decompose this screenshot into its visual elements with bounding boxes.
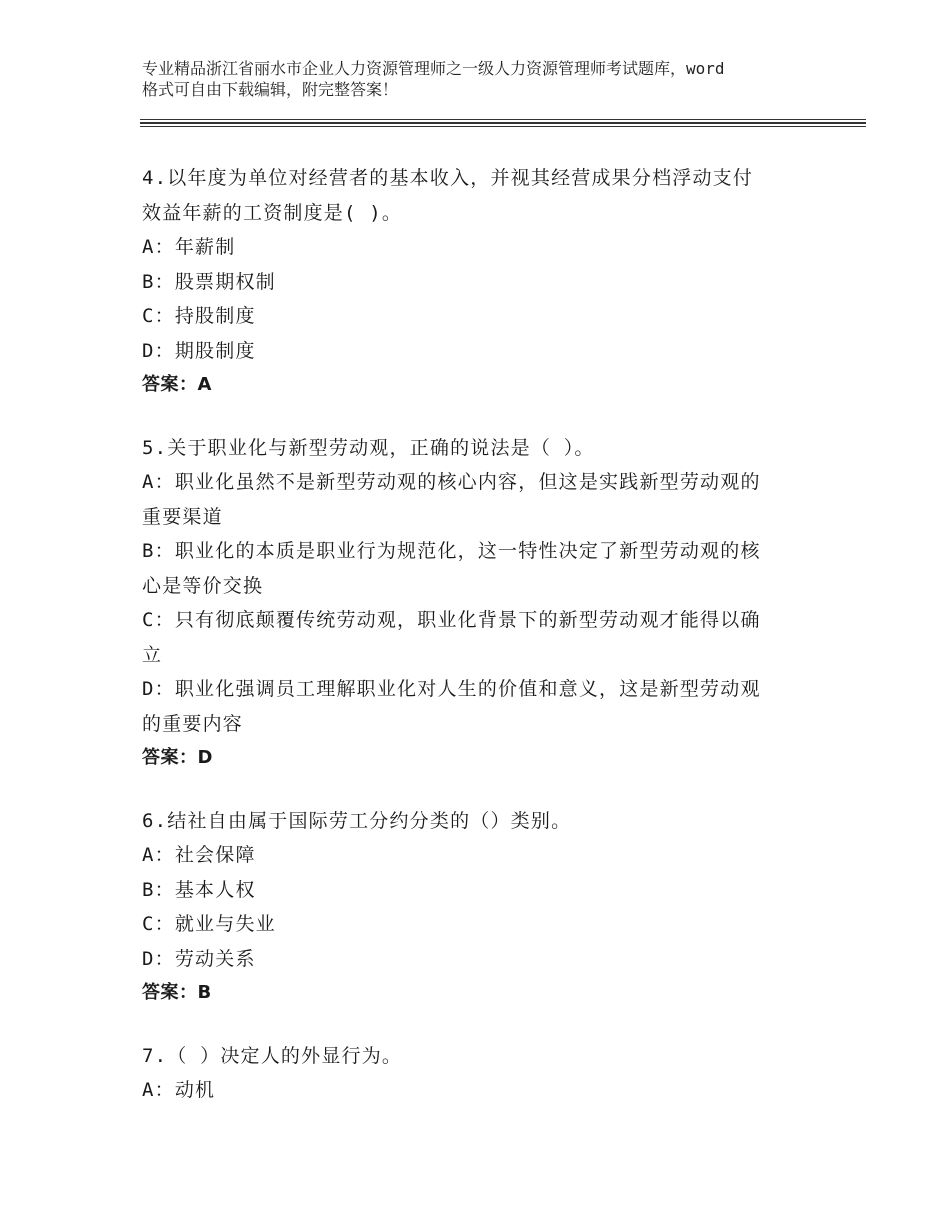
option-a-continued: 重要渠道 [142, 505, 223, 528]
option-c-continued: 立 [142, 643, 163, 666]
answer-label: 答案：A [142, 374, 212, 395]
question-5 [142, 431, 812, 776]
question-7 [142, 1039, 812, 1108]
question-list [142, 161, 812, 1136]
option-d: D：职业化强调员工理解职业化对人生的价值和意义，这是新型劳动观 [142, 678, 761, 700]
header-rule-top [140, 119, 866, 120]
option-b: B：职业化的本质是职业行为规范化，这一特性决定了新型劳动观的核 [142, 540, 761, 562]
question-6 [142, 804, 812, 1011]
question-stem-line: 6.结社自由属于国际劳工分约分类的（）类别。 [142, 809, 572, 832]
option-b: B：股票期权制 [142, 270, 276, 293]
document-header [142, 58, 832, 100]
answer-label: 答案：D [142, 747, 213, 768]
option-d: D：劳动关系 [142, 947, 256, 970]
header-line-1: 专业精品浙江省丽水市企业人力资源管理师之一级人力资源管理师考试题库，word [142, 59, 725, 78]
option-d: D：期股制度 [142, 339, 256, 362]
header-rule-bottom [140, 126, 866, 127]
option-a: A：年薪制 [142, 236, 236, 258]
option-c: C：就业与失业 [142, 913, 276, 935]
header-line-2: 格式可自由下载编辑，附完整答案！ [142, 80, 399, 99]
answer-label: 答案：B [142, 982, 212, 1003]
option-a: A：社会保障 [142, 844, 256, 866]
question-stem-line: 效益年薪的工资制度是( )。 [142, 201, 403, 224]
question-stem-line: 5.关于职业化与新型劳动观，正确的说法是（ ）。 [142, 436, 595, 459]
option-d-continued: 的重要内容 [142, 712, 244, 735]
option-b: B：基本人权 [142, 878, 256, 901]
question-stem-line: 4.以年度为单位对经营者的基本收入，并视其经营成果分档浮动支付 [142, 167, 754, 189]
option-a: A：职业化虽然不是新型劳动观的核心内容，但这是实践新型劳动观的 [142, 471, 761, 493]
question-4 [142, 161, 812, 403]
option-c: C：只有彻底颠覆传统劳动观，职业化背景下的新型劳动观才能得以确 [142, 609, 761, 631]
header-rule-middle [140, 122, 866, 124]
option-a: A：动机 [142, 1079, 216, 1101]
option-c: C：持股制度 [142, 305, 256, 327]
question-stem-line: 7.（ ）决定人的外显行为。 [142, 1044, 403, 1067]
option-b-continued: 心是等价交换 [142, 574, 264, 597]
